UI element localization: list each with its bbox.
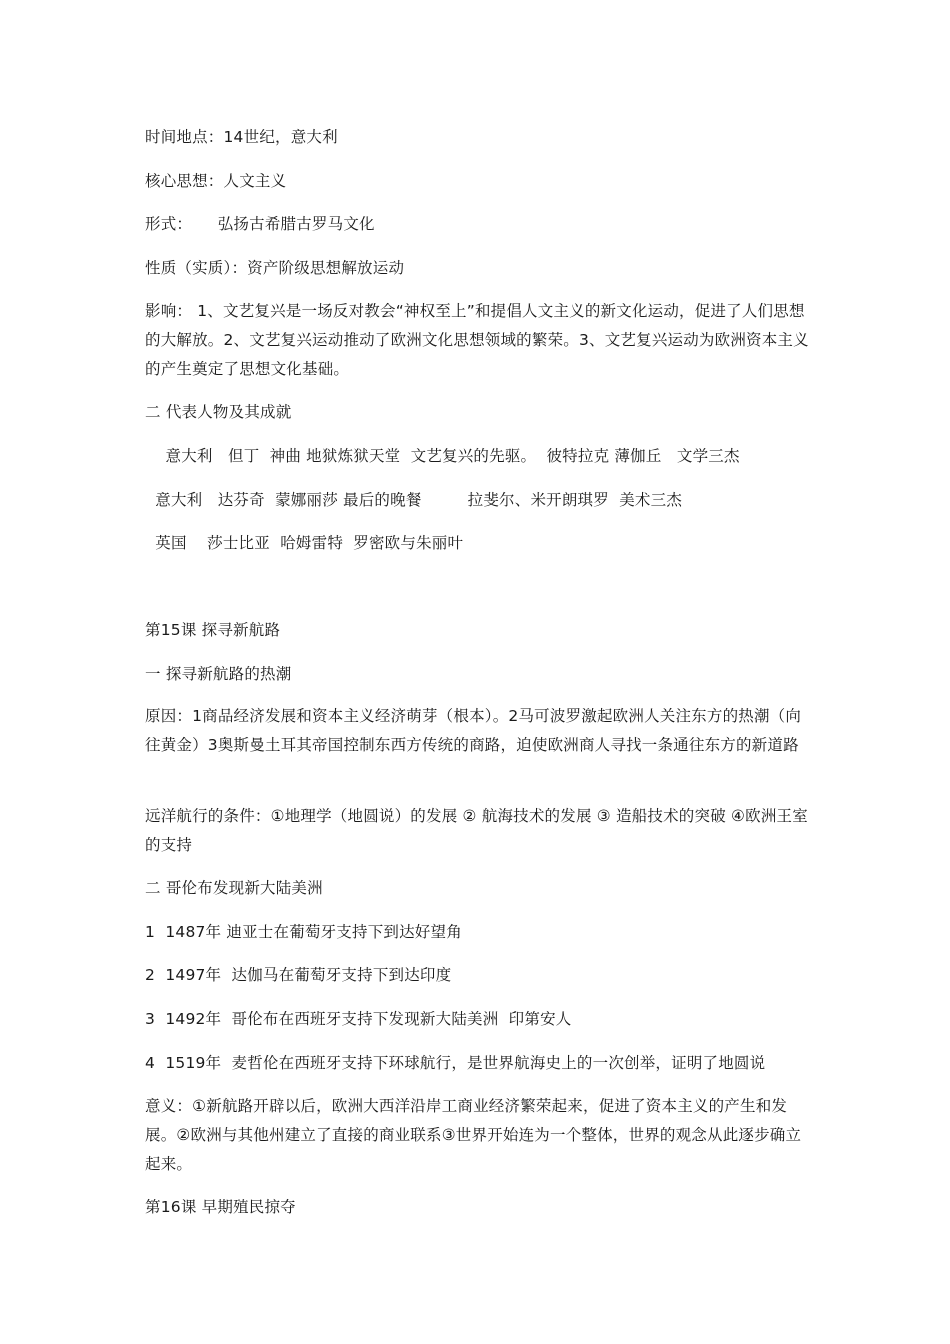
part2-heading: 二 哥伦布发现新大陆美洲: [145, 879, 323, 897]
section2-heading: 二 代表人物及其成就: [145, 403, 292, 421]
core-idea-line: 核心思想：人文主义: [145, 172, 287, 190]
influence-paragraph: 影响： 1、文艺复兴是一场反对教会“神权至上”和提倡人文主义的新文化运动，促进了人们思想的大解放。2、文艺复兴运动推动了欧洲文化思想领域的繁荣。3、文艺复兴运动为欧洲资本主义的产生奠定了思想文化基础。: [145, 302, 809, 378]
significance-paragraph: 意义：①新航路开辟以后，欧洲大西洋沿岸工商业经济繁荣起来，促进了资本主义的产生和发展。②欧洲与其他州建立了直接的商业联系③世界开始连为一个整体，世界的观念从此逐步确立起来。: [145, 1097, 802, 1173]
nature-line: 性质（实质）：资产阶级思想解放运动: [145, 259, 405, 277]
part1-heading: 一 探寻新航路的热潮: [145, 665, 292, 683]
conditions-paragraph: 远洋航行的条件：①地理学（地圆说）的发展 ② 航海技术的发展 ③ 造船技术的突破 ④欧洲王室的支持: [145, 807, 808, 854]
lesson16-heading: 第16课 早期殖民掠夺: [145, 1198, 296, 1216]
voyage-2: 2 1497年 达伽马在葡萄牙支持下到达印度: [145, 966, 452, 984]
reasons-paragraph: 原因：1商品经济发展和资本主义经济萌芽（根本）。2马可波罗激起欧洲人关注东方的热潮（向往黄金）3奥斯曼土耳其帝国控制东西方传统的商路，迫使欧洲商人寻找一条通往东方的新道路: [145, 707, 802, 754]
voyage-3: 3 1492年 哥伦布在西班牙支持下发现新大陆美洲 印第安人: [145, 1010, 572, 1028]
figures-italy-art: 意大利 达芬奇 蒙娜丽莎 最后的晚餐 拉斐尔、米开朗琪罗 美术三杰: [145, 491, 683, 509]
time-place-line: 时间地点：14世纪，意大利: [145, 128, 338, 146]
form-line: 形式： 弘扬古希腊古罗马文化: [145, 215, 375, 233]
voyage-4: 4 1519年 麦哲伦在西班牙支持下环球航行，是世界航海史上的一次创举，证明了地圆说: [145, 1054, 766, 1072]
voyage-1: 1 1487年 迪亚士在葡萄牙支持下到达好望角: [145, 923, 462, 941]
lesson15-heading: 第15课 探寻新航路: [145, 621, 281, 639]
figures-england: 英国 莎士比亚 哈姆雷特 罗密欧与朱丽叶: [145, 534, 464, 552]
figures-italy-literature: 意大利 但丁 神曲 地狱炼狱天堂 文艺复兴的先驱。 彼特拉克 薄伽丘 文学三杰: [145, 447, 740, 465]
